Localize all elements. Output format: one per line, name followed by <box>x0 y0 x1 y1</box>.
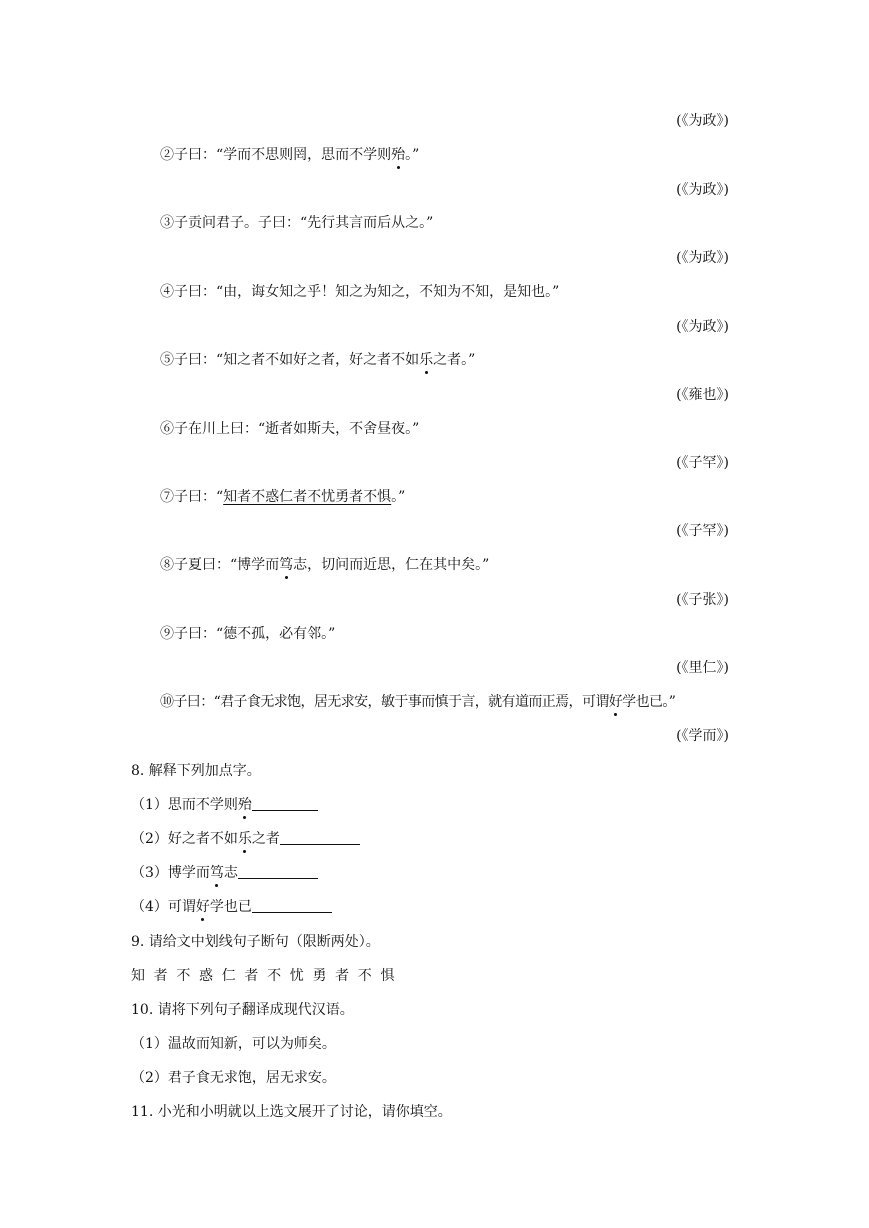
quote-2: ②子曰：“学而不思则罔，思而不学则殆。” <box>160 147 420 163</box>
dotted-char: 笃 <box>279 557 294 573</box>
dotted-char: 乐 <box>237 831 252 847</box>
dotted-char: 殆 <box>391 147 406 163</box>
quote-9: ⑨子曰：“德不孤，必有邻。” <box>160 626 336 642</box>
question-8-title: 8. 解释下列加点字。 <box>131 763 261 779</box>
source-citation: (《里仁》) <box>676 660 729 676</box>
dotted-char: 乐 <box>419 352 434 368</box>
quote-10: ⑩子曰：“君子食无求饱，居无求安，敏于事而慎于言，就有道而正焉，可谓好学也已。” <box>160 694 676 710</box>
question-10-title: 10. 请将下列句子翻译成现代汉语。 <box>131 1002 354 1018</box>
question-8-item-2: （2）好之者不如乐之者 <box>131 829 360 849</box>
source-citation: (《子罕》) <box>676 455 729 471</box>
dotted-char: 殆 <box>237 797 252 813</box>
answer-blank[interactable] <box>238 864 318 879</box>
source-citation: (《为政》) <box>676 182 729 198</box>
dotted-char: 笃 <box>209 865 224 881</box>
answer-blank[interactable] <box>252 898 332 913</box>
question-8-item-1: （1）思而不学则殆 <box>131 795 318 815</box>
source-citation: (《学而》) <box>676 728 729 744</box>
dotted-char: 好 <box>195 899 210 915</box>
question-9-sentence: 知者不惑仁者不忧勇者不惧 <box>131 968 404 984</box>
answer-blank[interactable] <box>252 796 318 811</box>
quote-7: ⑦子曰：“知者不惑仁者不忧勇者不惧。” <box>160 489 406 505</box>
source-citation: (《子张》) <box>676 592 729 608</box>
source-citation: (《为政》) <box>676 250 729 266</box>
quote-3: ③子贡问君子。子曰：“先行其言而后从之。” <box>160 215 434 231</box>
question-10-item-1: （1）温故而知新，可以为师矣。 <box>131 1036 336 1052</box>
question-8-item-4: （4）可谓好学也已 <box>131 897 332 917</box>
source-citation: (《雍也》) <box>676 387 729 403</box>
question-8-item-3: （3）博学而笃志 <box>131 863 318 883</box>
dotted-char: 好 <box>608 694 623 710</box>
question-10-item-2: （2）君子食无求饱，居无求安。 <box>131 1070 336 1086</box>
underlined-sentence: 知者不惑仁者不忧勇者不惧 <box>223 489 392 505</box>
source-citation: (《子罕》) <box>676 523 729 539</box>
answer-blank[interactable] <box>280 830 360 845</box>
quote-4: ④子曰：“由，诲女知之乎！知之为知之，不知为不知，是知也。” <box>160 284 560 300</box>
question-9-title: 9. 请给文中划线句子断句（限断两处）。 <box>131 934 380 950</box>
source-citation: (《为政》) <box>676 319 729 335</box>
quote-6: ⑥子在川上曰：“逝者如斯夫，不舍昼夜。” <box>160 421 420 437</box>
quote-8: ⑧子夏曰：“博学而笃志，切问而近思，仁在其中矣。” <box>160 557 490 573</box>
quote-5: ⑤子曰：“知之者不如好之者，好之者不如乐之者。” <box>160 352 476 368</box>
question-11-title: 11. 小光和小明就以上选文展开了讨论，请你填空。 <box>131 1104 452 1120</box>
source-citation: (《为政》) <box>676 113 729 129</box>
